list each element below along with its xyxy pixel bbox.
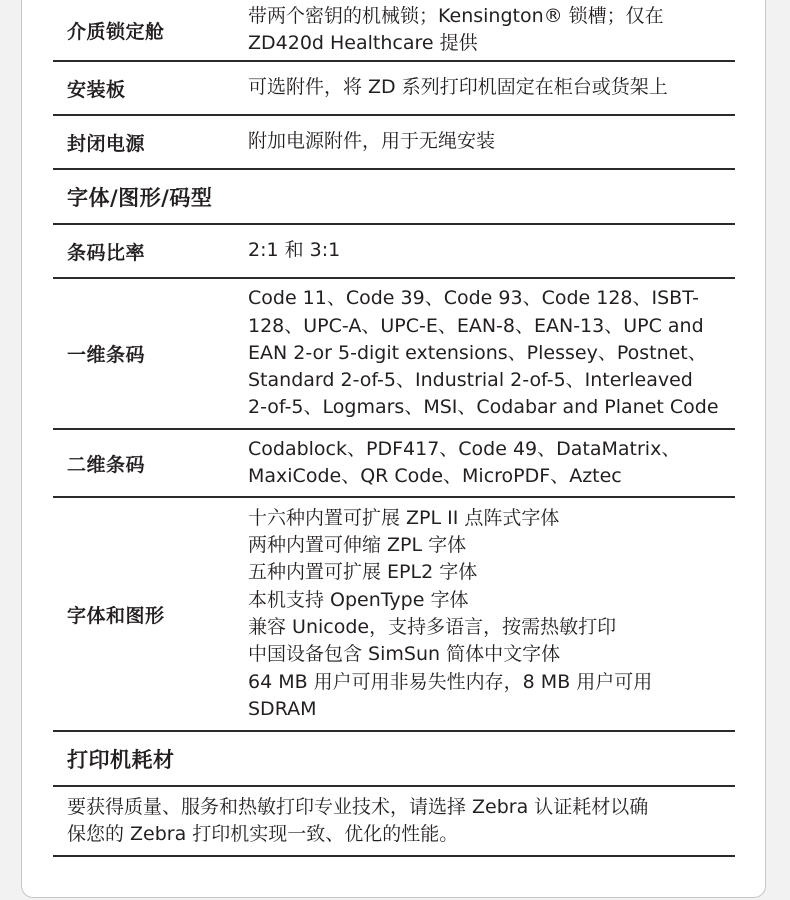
spec-label: 二维条码 — [67, 453, 146, 476]
spec-value-line: 2:1 和 3:1 — [248, 239, 341, 262]
spec-value-line: 十六种内置可扩展 ZPL II 点阵式字体 — [248, 506, 560, 529]
spec-label: 封闭电源 — [67, 132, 146, 155]
spec-value — [248, 430, 735, 496]
spec-row-1d-barcodes — [53, 279, 735, 430]
spec-value-line: MaxiCode、QR Code、MicroPDF、Aztec — [248, 465, 622, 487]
spec-value-line: 128、UPC-A、UPC-E、EAN-8、EAN-13、UPC and — [248, 314, 704, 337]
spec-value-line: 2-of-5、Logmars、MSI、Codabar and Planet Code — [248, 396, 719, 419]
spec-value-line: Code 11、Code 39、Code 93、Code 128、ISBT- — [248, 287, 699, 310]
spec-value — [248, 0, 735, 60]
spec-value — [248, 225, 735, 277]
printer-supplies-description — [53, 787, 735, 857]
spec-value-line: SDRAM — [248, 697, 317, 720]
spec-value-line: EAN 2-or 5-digit extensions、Plessey、Postnet、 — [248, 341, 707, 364]
spec-value-line: Standard 2-of-5、Industrial 2-of-5、Interleaved — [248, 369, 693, 392]
section-heading-fonts-graphics-symbologies — [53, 170, 735, 225]
section-title: 打印机耗材 — [67, 747, 175, 772]
spec-value-line: 两种内置可伸缩 ZPL 字体 — [248, 534, 467, 557]
description-line: 保您的 Zebra 打印机实现一致、优化的性能。 — [67, 823, 459, 845]
description-text — [67, 787, 735, 855]
spec-label: 条码比率 — [67, 241, 146, 264]
spec-value — [248, 279, 735, 428]
description-line: 要获得质量、服务和热敏打印专业技术，请选择 Zebra 认证耗材以确 — [67, 795, 649, 818]
section-heading-printer-supplies — [53, 732, 735, 787]
spec-value — [248, 116, 735, 168]
spec-value — [248, 498, 735, 730]
spec-value-line: ZD420d Healthcare 提供 — [248, 32, 478, 54]
spec-value — [248, 62, 735, 114]
spec-value-line: 兼容 Unicode，支持多语言，按需热敏打印 — [248, 616, 617, 638]
spec-label: 一维条码 — [67, 344, 146, 366]
section-title: 字体/图形/码型 — [67, 185, 213, 210]
spec-label: 字体和图形 — [67, 604, 165, 627]
spec-table — [53, 0, 735, 857]
spec-row-media-lock — [53, 0, 735, 62]
spec-value-line: 本机支持 OpenType 字体 — [248, 588, 469, 611]
spec-value-line: Codablock、PDF417、Code 49、DataMatrix、 — [248, 437, 681, 460]
spec-label: 安装板 — [67, 78, 126, 101]
spec-value-line: 可选附件，将 ZD 系列打印机固定在柜台或货架上 — [248, 76, 668, 99]
spec-value-line: 附加电源附件，用于无绳安装 — [248, 130, 496, 153]
spec-row-2d-barcodes — [53, 430, 735, 498]
spec-row-mounting-plate — [53, 62, 735, 116]
spec-value-line: 带两个密钥的机械锁；Kensington® 锁槽；仅在 — [248, 4, 664, 27]
spec-label: 介质锁定舱 — [67, 20, 165, 43]
spec-value-line: 中国设备包含 SimSun 简体中文字体 — [248, 643, 561, 666]
spec-row-barcode-ratios — [53, 225, 735, 279]
spec-value-line: 64 MB 用户可用非易失性内存，8 MB 用户可用 — [248, 670, 653, 693]
spec-value-line: 五种内置可扩展 EPL2 字体 — [248, 561, 478, 584]
spec-row-fonts-and-graphics — [53, 498, 735, 732]
spec-row-enclosed-power — [53, 116, 735, 170]
